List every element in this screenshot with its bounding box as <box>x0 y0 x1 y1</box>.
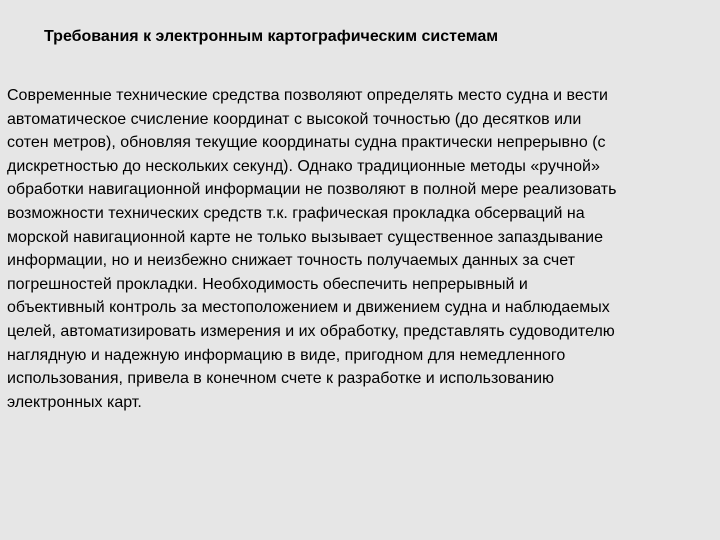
body-line: информации, но и неизбежно снижает точность получаемых данных за счет <box>7 252 575 270</box>
body-line: обработки навигационной информации не позволяют в полной мере реализовать <box>7 181 617 199</box>
body-line: морской навигационной карте не только вызывает существенное запаздывание <box>7 228 603 246</box>
body-line: погрешностей прокладки. Необходимость обеспечить непрерывный и <box>7 275 528 293</box>
slide-title: Требования к электронным картографическим системам <box>44 28 499 45</box>
body-line: использования, привела в конечном счете к разработке и использованию <box>7 370 555 388</box>
body-line: возможности технических средств т.к. графическая прокладка обсерваций на <box>7 204 585 222</box>
body-line: электронных карт. <box>7 393 142 411</box>
body-line: Современные технические средства позволяют определять место судна и вести <box>7 87 608 104</box>
body-line: дискретностью до нескольких секунд). Однако традиционные методы «ручной» <box>7 157 600 175</box>
body-line: автоматическое счисление координат с высокой точностью (до десятков или <box>7 110 582 128</box>
body-line: объективный контроль за местоположением и движением судна и наблюдаемых <box>7 299 610 317</box>
body-line: целей, автоматизировать измерения и их обработку, представлять судоводителю <box>7 322 615 340</box>
slide-body <box>7 84 713 414</box>
body-line: сотен метров), обновляя текущие координаты судна практически непрерывно (с <box>7 134 606 152</box>
body-line: наглядную и надежную информацию в виде, пригодном для немедленного <box>7 346 566 364</box>
